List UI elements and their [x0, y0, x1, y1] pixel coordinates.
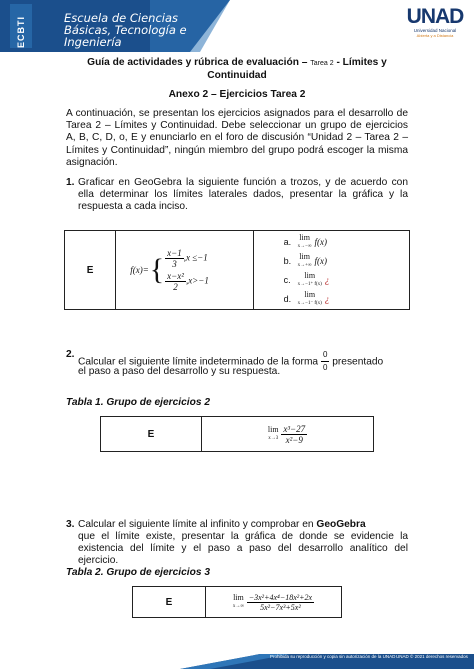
item3-number: 3. [66, 519, 75, 530]
item2-text-cont: el paso a paso del desarrollo y su respuesta. [78, 366, 281, 377]
limit-item: d. lim x→−1⁻ f(x) ¿ [283, 289, 330, 306]
unad-logo: UNAD Universidad Nacional Abierta y a Distancia [406, 5, 464, 38]
item3-text-first: Calcular el siguiente límite al infinito y comprobar en GeoGebra [78, 519, 366, 530]
footer-rights: UNAD © 2021 derechos reservados [396, 654, 468, 659]
footer-copyright-notice: Prohibida su reproducción y copia sin autorización de la UNAD [270, 654, 396, 659]
ecbti-vertical-label: ECBTI [16, 16, 26, 48]
annex-heading: Anexo 2 – Ejercicios Tarea 2 [168, 89, 306, 100]
item3-text: que el límite existe, presentar la gráfica de donde se evidencie la existencia del límite y el paso a paso del desarrollo analítico del ejercicio. [78, 531, 408, 567]
table2 [132, 586, 342, 618]
document-title: Guía de actividades y rúbrica de evaluación – Tarea 2 - Límites y Continuidad [87, 57, 387, 82]
table1 [100, 416, 374, 452]
table2-group: E [133, 587, 206, 618]
limit-item: a. lim x→−∞ f(x) [283, 232, 328, 249]
item2-number: 2. [66, 349, 75, 360]
item2-text: Calcular el siguiente límite indeterminado de la forma $\frac{0}{0}$ presentado [78, 350, 384, 373]
intro-paragraph: A continuación, se presentan los ejercicios asignados para el desarrollo de Tarea 2 – Límites y Continuidad. Debe seleccionar un grupo de ejercicios A, B, C, D, o, E y enunciarlo en el foro de discusión “Unidad 2 – Tarea 2 – Límites y Continuidad”, ningún miembro del grupo podrá escoger la misma asignación. [66, 108, 408, 168]
item1-text: Graficar en GeoGebra la siguiente función a trozos, y de acuerdo con ella determinar los límites laterales dados, presentar la gráfica y la respuesta a cada inciso. [78, 177, 408, 213]
school-name: Escuela de Ciencias Básicas, Tecnología e Ingeniería [64, 11, 187, 49]
table1-group: E [101, 417, 202, 452]
limit-item: c. lim x→−1⁺ f(x) ¿ [283, 270, 330, 287]
item1-number: 1. [66, 177, 75, 188]
limit-item: b. lim x→+∞ f(x) [283, 251, 328, 268]
piecewise-function-cell: f(x)= { $\frac{x-1}{3}$ ,x ≤−1 $\frac{\text{x−x²}}{2}$ ,x>−1 [116, 231, 253, 310]
group-cell: E [65, 231, 116, 310]
table2-limit: lim x→∞ $\frac{\text{−3x²+4x⁴−18x²+2x}}{\text{5x²−7x³+5x²}}$ [206, 587, 342, 618]
table1-caption: Tabla 1. Grupo de ejercicios 2 [66, 397, 210, 408]
lateral-limits-cell [253, 231, 409, 310]
table2-caption: Tabla 2. Grupo de ejercicios 3 [66, 567, 210, 578]
table1-limit: lim x→3 $\frac{\text{x³−27}}{\text{x²−9}}$ [202, 417, 374, 452]
piecewise-table [64, 230, 410, 310]
